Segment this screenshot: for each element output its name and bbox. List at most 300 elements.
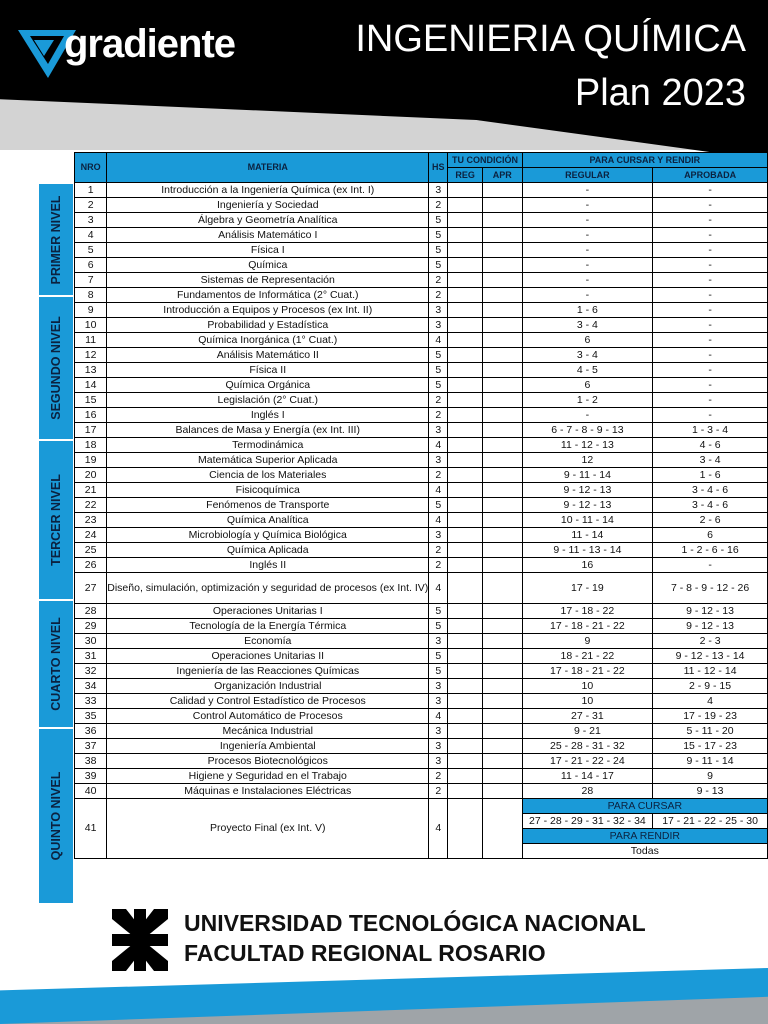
reg-checkbox[interactable] bbox=[448, 739, 482, 754]
apr-checkbox[interactable] bbox=[482, 183, 522, 198]
cell-materia: Calidad y Control Estadístico de Procesos bbox=[107, 694, 429, 709]
cell-nro: 28 bbox=[75, 604, 107, 619]
cell-materia: Física I bbox=[107, 243, 429, 258]
reg-checkbox[interactable] bbox=[448, 799, 482, 859]
cell-nro: 20 bbox=[75, 468, 107, 483]
cell-materia: Máquinas e Instalaciones Eléctricas bbox=[107, 784, 429, 799]
cell-regular: - bbox=[522, 228, 653, 243]
apr-checkbox[interactable] bbox=[482, 378, 522, 393]
apr-checkbox[interactable] bbox=[482, 649, 522, 664]
apr-checkbox[interactable] bbox=[482, 468, 522, 483]
apr-checkbox[interactable] bbox=[482, 288, 522, 303]
cell-materia: Probabilidad y Estadística bbox=[107, 318, 429, 333]
cell-aprobada: 9 - 12 - 13 bbox=[653, 604, 768, 619]
cell-aprobada: - bbox=[653, 303, 768, 318]
cell-materia: Organización Industrial bbox=[107, 679, 429, 694]
reg-checkbox[interactable] bbox=[448, 769, 482, 784]
table-row bbox=[75, 288, 768, 303]
apr-checkbox[interactable] bbox=[482, 543, 522, 558]
cell-aprobada: - bbox=[653, 348, 768, 363]
apr-checkbox[interactable] bbox=[482, 198, 522, 213]
cell-hs: 2 bbox=[429, 198, 448, 213]
cell-regular: 11 - 14 - 17 bbox=[522, 769, 653, 784]
apr-checkbox[interactable] bbox=[482, 799, 522, 859]
table-row bbox=[75, 604, 768, 619]
cell-aprobada: - bbox=[653, 408, 768, 423]
cell-nro: 2 bbox=[75, 198, 107, 213]
cell-materia: Mecánica Industrial bbox=[107, 724, 429, 739]
cell-materia: Análisis Matemático I bbox=[107, 228, 429, 243]
reg-checkbox[interactable] bbox=[448, 408, 482, 423]
cell-hs: 4 bbox=[429, 483, 448, 498]
cell-materia: Álgebra y Geometría Analítica bbox=[107, 213, 429, 228]
faculty-name: FACULTAD REGIONAL ROSARIO bbox=[184, 940, 546, 966]
table-row bbox=[75, 378, 768, 393]
table-row bbox=[75, 348, 768, 363]
cell-hs: 3 bbox=[429, 724, 448, 739]
cell-nro: 9 bbox=[75, 303, 107, 318]
cell-aprobada: 17 - 19 - 23 bbox=[653, 709, 768, 724]
cell-hs: 5 bbox=[429, 243, 448, 258]
apr-checkbox[interactable] bbox=[482, 333, 522, 348]
cell-materia: Química Inorgánica (1° Cuat.) bbox=[107, 333, 429, 348]
apr-checkbox[interactable] bbox=[482, 228, 522, 243]
cell-materia: Control Automático de Procesos bbox=[107, 709, 429, 724]
apr-checkbox[interactable] bbox=[482, 558, 522, 573]
cell-materia: Fundamentos de Informática (2° Cuat.) bbox=[107, 288, 429, 303]
cell-aprobada: 6 bbox=[653, 528, 768, 543]
cell-hs: 2 bbox=[429, 393, 448, 408]
cell-nro: 18 bbox=[75, 438, 107, 453]
cell-aprobada: 9 - 13 bbox=[653, 784, 768, 799]
cell-nro: 39 bbox=[75, 769, 107, 784]
reg-checkbox[interactable] bbox=[448, 498, 482, 513]
cell-regular: - bbox=[522, 198, 653, 213]
plan-body bbox=[75, 183, 768, 859]
university-name: UNIVERSIDAD TECNOLÓGICA NACIONAL bbox=[184, 910, 646, 936]
cell-nro: 32 bbox=[75, 664, 107, 679]
level-cuarto: CUARTO NIVEL bbox=[38, 600, 74, 728]
reg-checkbox[interactable] bbox=[448, 393, 482, 408]
page-title: INGENIERIA QUÍMICA bbox=[355, 18, 746, 60]
reg-checkbox[interactable] bbox=[448, 483, 482, 498]
cell-hs: 3 bbox=[429, 183, 448, 198]
cell-hs: 5 bbox=[429, 258, 448, 273]
apr-checkbox[interactable] bbox=[482, 423, 522, 438]
table-row bbox=[75, 649, 768, 664]
cell-nro: 5 bbox=[75, 243, 107, 258]
cell-aprobada: - bbox=[653, 273, 768, 288]
reg-checkbox[interactable] bbox=[448, 273, 482, 288]
cell-hs: 4 bbox=[429, 709, 448, 724]
reg-checkbox[interactable] bbox=[448, 243, 482, 258]
table-row bbox=[75, 228, 768, 243]
cell-hs: 4 bbox=[429, 438, 448, 453]
cell-nro: 4 bbox=[75, 228, 107, 243]
cell-regular: 10 - 11 - 14 bbox=[522, 513, 653, 528]
reg-checkbox[interactable] bbox=[448, 604, 482, 619]
apr-checkbox[interactable] bbox=[482, 528, 522, 543]
cell-nro: 15 bbox=[75, 393, 107, 408]
cell-regular: 17 - 19 bbox=[522, 573, 653, 604]
apr-checkbox[interactable] bbox=[482, 393, 522, 408]
cell-materia: Ingeniería Ambiental bbox=[107, 739, 429, 754]
cell-aprobada: - bbox=[653, 258, 768, 273]
table-row bbox=[75, 393, 768, 408]
apr-checkbox[interactable] bbox=[482, 739, 522, 754]
cell-nro: 10 bbox=[75, 318, 107, 333]
table-row bbox=[75, 438, 768, 453]
cell-nro: 41 bbox=[75, 799, 107, 859]
cell-nro: 3 bbox=[75, 213, 107, 228]
col-apr-header: APR bbox=[482, 168, 522, 183]
cell-materia: Operaciones Unitarias I bbox=[107, 604, 429, 619]
cell-aprobada: - bbox=[653, 228, 768, 243]
apr-checkbox[interactable] bbox=[482, 453, 522, 468]
cell-aprobada: 3 - 4 - 6 bbox=[653, 483, 768, 498]
cell-aprobada: 4 bbox=[653, 694, 768, 709]
cell-aprobada: 9 - 12 - 13 bbox=[653, 619, 768, 634]
apr-checkbox[interactable] bbox=[482, 784, 522, 799]
cell-aprobada: 11 - 12 - 14 bbox=[653, 664, 768, 679]
table-row bbox=[75, 318, 768, 333]
cell-regular: 17 - 21 - 22 - 24 bbox=[522, 754, 653, 769]
table-row bbox=[75, 619, 768, 634]
cell-aprobada: 3 - 4 bbox=[653, 453, 768, 468]
reg-checkbox[interactable] bbox=[448, 724, 482, 739]
apr-checkbox[interactable] bbox=[482, 694, 522, 709]
apr-checkbox[interactable] bbox=[482, 513, 522, 528]
cell-aprobada: - bbox=[653, 393, 768, 408]
cell-regular: 1 - 6 bbox=[522, 303, 653, 318]
cell-regular: 11 - 14 bbox=[522, 528, 653, 543]
reg-checkbox[interactable] bbox=[448, 649, 482, 664]
cell-nro: 22 bbox=[75, 498, 107, 513]
reg-checkbox[interactable] bbox=[448, 558, 482, 573]
cell-regular: 11 - 12 - 13 bbox=[522, 438, 653, 453]
cell-materia: Introducción a la Ingeniería Química (ex Int. I) bbox=[107, 183, 429, 198]
cell-regular: - bbox=[522, 273, 653, 288]
cell-regular: - bbox=[522, 258, 653, 273]
reg-checkbox[interactable] bbox=[448, 694, 482, 709]
cell-nro: 17 bbox=[75, 423, 107, 438]
reg-checkbox[interactable] bbox=[448, 318, 482, 333]
reg-checkbox[interactable] bbox=[448, 198, 482, 213]
cell-regular: 25 - 28 - 31 - 32 bbox=[522, 739, 653, 754]
table-row bbox=[75, 183, 768, 198]
cell-materia: Ingeniería y Sociedad bbox=[107, 198, 429, 213]
cell-nro: 31 bbox=[75, 649, 107, 664]
apr-checkbox[interactable] bbox=[482, 213, 522, 228]
cell-regular: 9 - 21 bbox=[522, 724, 653, 739]
cell-materia: Termodinámica bbox=[107, 438, 429, 453]
cell-aprobada: 1 - 3 - 4 bbox=[653, 423, 768, 438]
cell-aprobada: - bbox=[653, 333, 768, 348]
cell-hs: 5 bbox=[429, 664, 448, 679]
apr-checkbox[interactable] bbox=[482, 438, 522, 453]
apr-checkbox[interactable] bbox=[482, 363, 522, 378]
apr-checkbox[interactable] bbox=[482, 709, 522, 724]
table-row bbox=[75, 213, 768, 228]
apr-checkbox[interactable] bbox=[482, 664, 522, 679]
cell-regular: 12 bbox=[522, 453, 653, 468]
cell-hs: 2 bbox=[429, 288, 448, 303]
cell-regular: 17 - 18 - 21 - 22 bbox=[522, 664, 653, 679]
reg-checkbox[interactable] bbox=[448, 664, 482, 679]
cell-aprobada: - bbox=[653, 198, 768, 213]
cell-regular: 1 - 2 bbox=[522, 393, 653, 408]
cell-aprobada: 9 - 12 - 13 - 14 bbox=[653, 649, 768, 664]
reg-checkbox[interactable] bbox=[448, 634, 482, 649]
cell-nro: 25 bbox=[75, 543, 107, 558]
table-row bbox=[75, 498, 768, 513]
table-row bbox=[75, 543, 768, 558]
reg-checkbox[interactable] bbox=[448, 528, 482, 543]
reg-checkbox[interactable] bbox=[448, 453, 482, 468]
cell-aprobada: 2 - 6 bbox=[653, 513, 768, 528]
reg-checkbox[interactable] bbox=[448, 543, 482, 558]
cell-nro: 33 bbox=[75, 694, 107, 709]
plan-table bbox=[74, 152, 768, 859]
cell-nro: 34 bbox=[75, 679, 107, 694]
cell-materia: Inglés II bbox=[107, 558, 429, 573]
apr-checkbox[interactable] bbox=[482, 258, 522, 273]
cell-nro: 40 bbox=[75, 784, 107, 799]
apr-checkbox[interactable] bbox=[482, 619, 522, 634]
apr-checkbox[interactable] bbox=[482, 273, 522, 288]
reg-checkbox[interactable] bbox=[448, 363, 482, 378]
cell-hs: 3 bbox=[429, 303, 448, 318]
col-aprobada-header: APROBADA bbox=[653, 168, 768, 183]
cell-regular: 10 bbox=[522, 694, 653, 709]
apr-checkbox[interactable] bbox=[482, 318, 522, 333]
table-row bbox=[75, 558, 768, 573]
cell-nro: 13 bbox=[75, 363, 107, 378]
cell-nro: 21 bbox=[75, 483, 107, 498]
reg-checkbox[interactable] bbox=[448, 333, 482, 348]
table-row bbox=[75, 273, 768, 288]
cell-regular: 9 - 12 - 13 bbox=[522, 483, 653, 498]
para-cursar-label: PARA CURSAR bbox=[522, 799, 767, 814]
cell-regular: 6 bbox=[522, 378, 653, 393]
cell-hs: 3 bbox=[429, 679, 448, 694]
cell-hs: 4 bbox=[429, 573, 448, 604]
reg-checkbox[interactable] bbox=[448, 228, 482, 243]
table-row bbox=[75, 363, 768, 378]
table-row bbox=[75, 243, 768, 258]
cell-materia: Higiene y Seguridad en el Trabajo bbox=[107, 769, 429, 784]
cell-materia: Procesos Biotecnológicos bbox=[107, 754, 429, 769]
cell-nro: 11 bbox=[75, 333, 107, 348]
table-row bbox=[75, 769, 768, 784]
cell-materia: Química Orgánica bbox=[107, 378, 429, 393]
level-quinto: QUINTO NIVEL bbox=[38, 728, 74, 904]
apr-checkbox[interactable] bbox=[482, 498, 522, 513]
cell-regular: - bbox=[522, 288, 653, 303]
cell-regular: 17 - 18 - 21 - 22 bbox=[522, 619, 653, 634]
cell-hs: 2 bbox=[429, 558, 448, 573]
reg-checkbox[interactable] bbox=[448, 288, 482, 303]
cell-materia: Matemática Superior Aplicada bbox=[107, 453, 429, 468]
table-row bbox=[75, 739, 768, 754]
reg-checkbox[interactable] bbox=[448, 573, 482, 604]
cell-hs: 3 bbox=[429, 739, 448, 754]
cell-aprobada: 4 - 6 bbox=[653, 438, 768, 453]
cell-materia: Tecnología de la Energía Térmica bbox=[107, 619, 429, 634]
cell-aprobada: - bbox=[653, 318, 768, 333]
cell-hs: 3 bbox=[429, 423, 448, 438]
final-project-row bbox=[75, 799, 768, 814]
cell-hs: 3 bbox=[429, 694, 448, 709]
cell-nro: 14 bbox=[75, 378, 107, 393]
cell-materia: Análisis Matemático II bbox=[107, 348, 429, 363]
cell-aprobada: 15 - 17 - 23 bbox=[653, 739, 768, 754]
table-row bbox=[75, 634, 768, 649]
table-row bbox=[75, 528, 768, 543]
apr-checkbox[interactable] bbox=[482, 243, 522, 258]
cell-regular: 18 - 21 - 22 bbox=[522, 649, 653, 664]
cell-regular: 6 bbox=[522, 333, 653, 348]
cell-aprobada: - bbox=[653, 558, 768, 573]
cell-nro: 6 bbox=[75, 258, 107, 273]
cell-materia: Física II bbox=[107, 363, 429, 378]
cell-nro: 38 bbox=[75, 754, 107, 769]
table-row bbox=[75, 468, 768, 483]
brand-logo-text: gradiente bbox=[64, 22, 236, 66]
apr-checkbox[interactable] bbox=[482, 408, 522, 423]
cell-nro: 26 bbox=[75, 558, 107, 573]
table-row bbox=[75, 513, 768, 528]
table-row bbox=[75, 408, 768, 423]
cell-nro: 23 bbox=[75, 513, 107, 528]
cell-nro: 29 bbox=[75, 619, 107, 634]
apr-checkbox[interactable] bbox=[482, 634, 522, 649]
table-row bbox=[75, 198, 768, 213]
cell-hs: 5 bbox=[429, 498, 448, 513]
cell-regular: 17 - 18 - 22 bbox=[522, 604, 653, 619]
cell-nro: 1 bbox=[75, 183, 107, 198]
cell-materia: Microbiología y Química Biológica bbox=[107, 528, 429, 543]
cell-materia: Ciencia de los Materiales bbox=[107, 468, 429, 483]
cell-aprobada: - bbox=[653, 363, 768, 378]
apr-checkbox[interactable] bbox=[482, 754, 522, 769]
cell-nro: 36 bbox=[75, 724, 107, 739]
table-row bbox=[75, 483, 768, 498]
cell-hs: 2 bbox=[429, 273, 448, 288]
apr-checkbox[interactable] bbox=[482, 573, 522, 604]
cell-hs: 3 bbox=[429, 318, 448, 333]
table-row bbox=[75, 453, 768, 468]
cell-cursar-regular: 27 - 28 - 29 - 31 - 32 - 34 bbox=[522, 814, 653, 829]
cell-hs: 5 bbox=[429, 649, 448, 664]
cell-materia: Diseño, simulación, optimización y seguridad de procesos (ex Int. IV) bbox=[107, 573, 429, 604]
cell-materia: Química Analítica bbox=[107, 513, 429, 528]
cell-materia: Balances de Masa y Energía (ex Int. III) bbox=[107, 423, 429, 438]
cell-regular: 3 - 4 bbox=[522, 348, 653, 363]
reg-checkbox[interactable] bbox=[448, 679, 482, 694]
apr-checkbox[interactable] bbox=[482, 724, 522, 739]
reg-checkbox[interactable] bbox=[448, 378, 482, 393]
apr-checkbox[interactable] bbox=[482, 604, 522, 619]
reg-checkbox[interactable] bbox=[448, 784, 482, 799]
table-row bbox=[75, 664, 768, 679]
reg-checkbox[interactable] bbox=[448, 468, 482, 483]
cell-hs: 3 bbox=[429, 453, 448, 468]
utn-logo-icon bbox=[112, 909, 168, 971]
table-row bbox=[75, 333, 768, 348]
cell-nro: 30 bbox=[75, 634, 107, 649]
reg-checkbox[interactable] bbox=[448, 303, 482, 318]
cell-aprobada: - bbox=[653, 378, 768, 393]
cell-aprobada: 2 - 3 bbox=[653, 634, 768, 649]
apr-checkbox[interactable] bbox=[482, 348, 522, 363]
cell-materia: Legislación (2° Cuat.) bbox=[107, 393, 429, 408]
cell-hs: 5 bbox=[429, 228, 448, 243]
para-rendir-label: PARA RENDIR bbox=[522, 829, 767, 844]
cell-regular: - bbox=[522, 408, 653, 423]
reg-checkbox[interactable] bbox=[448, 438, 482, 453]
apr-checkbox[interactable] bbox=[482, 679, 522, 694]
reg-checkbox[interactable] bbox=[448, 423, 482, 438]
table-row bbox=[75, 303, 768, 318]
apr-checkbox[interactable] bbox=[482, 483, 522, 498]
cell-regular: 9 bbox=[522, 634, 653, 649]
apr-checkbox[interactable] bbox=[482, 769, 522, 784]
reg-checkbox[interactable] bbox=[448, 183, 482, 198]
reg-checkbox[interactable] bbox=[448, 709, 482, 724]
cell-cursar-aprobada: 17 - 21 - 22 - 25 - 30 bbox=[653, 814, 768, 829]
cell-hs: 5 bbox=[429, 604, 448, 619]
cell-nro: 7 bbox=[75, 273, 107, 288]
reg-checkbox[interactable] bbox=[448, 619, 482, 634]
col-hs-header: HS bbox=[429, 153, 448, 183]
cell-regular: 10 bbox=[522, 679, 653, 694]
cell-materia: Ingeniería de las Reacciones Químicas bbox=[107, 664, 429, 679]
plan-subtitle: Plan 2023 bbox=[574, 72, 746, 114]
cell-hs: 4 bbox=[429, 333, 448, 348]
cell-materia: Proyecto Final (ex Int. V) bbox=[107, 799, 429, 859]
reg-checkbox[interactable] bbox=[448, 513, 482, 528]
table-row bbox=[75, 754, 768, 769]
reg-checkbox[interactable] bbox=[448, 258, 482, 273]
level-tercer: TERCER NIVEL bbox=[38, 440, 74, 600]
cell-regular: 4 - 5 bbox=[522, 363, 653, 378]
cell-hs: 2 bbox=[429, 769, 448, 784]
cell-regular: 3 - 4 bbox=[522, 318, 653, 333]
table-row bbox=[75, 423, 768, 438]
cell-aprobada: 2 - 9 - 15 bbox=[653, 679, 768, 694]
reg-checkbox[interactable] bbox=[448, 213, 482, 228]
table-row bbox=[75, 784, 768, 799]
cell-regular: 9 - 11 - 13 - 14 bbox=[522, 543, 653, 558]
cell-hs: 3 bbox=[429, 634, 448, 649]
apr-checkbox[interactable] bbox=[482, 303, 522, 318]
table-row bbox=[75, 694, 768, 709]
cell-nro: 12 bbox=[75, 348, 107, 363]
cell-hs: 4 bbox=[429, 799, 448, 859]
reg-checkbox[interactable] bbox=[448, 348, 482, 363]
reg-checkbox[interactable] bbox=[448, 754, 482, 769]
col-materia-header: MATERIA bbox=[107, 153, 429, 183]
cell-aprobada: - bbox=[653, 288, 768, 303]
cell-aprobada: - bbox=[653, 243, 768, 258]
cell-hs: 2 bbox=[429, 408, 448, 423]
table-row bbox=[75, 724, 768, 739]
table-row bbox=[75, 679, 768, 694]
level-primer: PRIMER NIVEL bbox=[38, 183, 74, 296]
cell-aprobada: 5 - 11 - 20 bbox=[653, 724, 768, 739]
cell-hs: 2 bbox=[429, 468, 448, 483]
